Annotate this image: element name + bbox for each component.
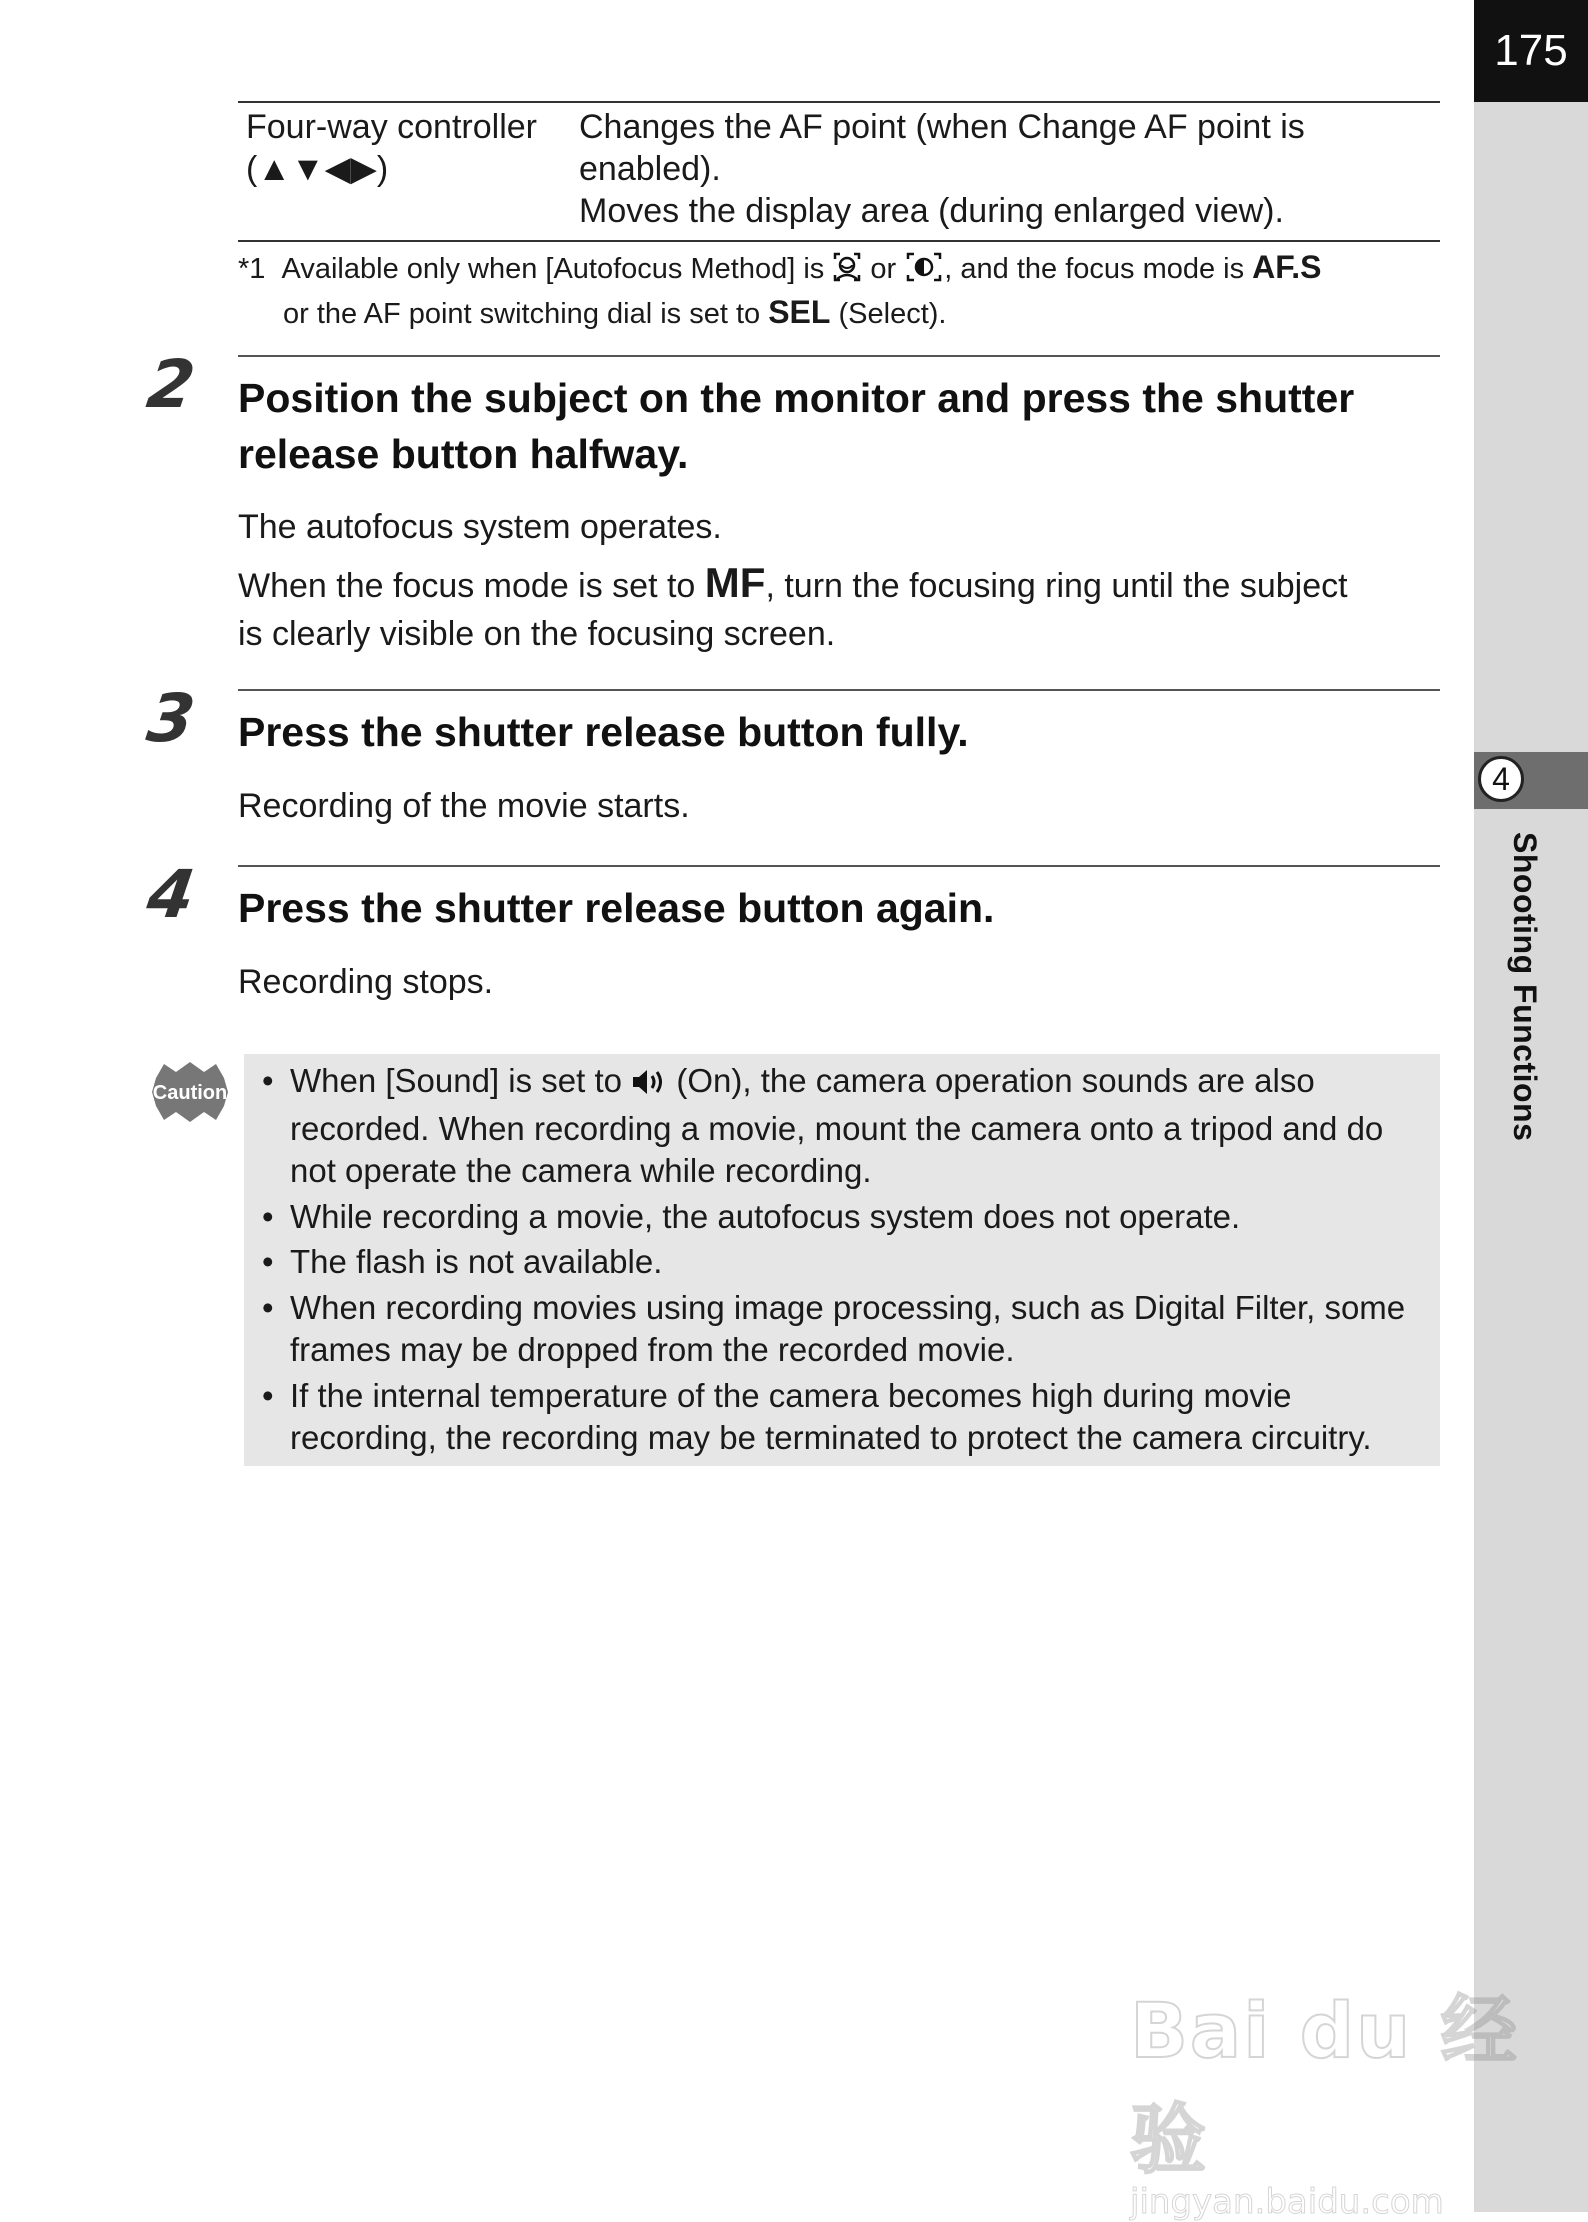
table-top-rule	[238, 101, 1440, 103]
step-heading: Press the shutter release button fully.	[238, 709, 969, 755]
table-description-cell	[579, 106, 1339, 232]
af-mode-glyph: AF.S	[1252, 249, 1322, 285]
caution-text: When [Sound] is set to	[290, 1062, 623, 1099]
caution-line: recorded. When recording a movie, mount the camera onto a tripod and do	[290, 1109, 1384, 1147]
caution-item	[262, 1375, 1432, 1460]
step-body	[238, 503, 1438, 658]
chapter-number: 4	[1478, 756, 1524, 802]
step-heading	[238, 370, 1438, 482]
watermark-logo: Bai du 经验	[1130, 1986, 1519, 2184]
footnote-text: Available only when [Autofocus Method] is	[281, 253, 825, 285]
caution-line: frames may be dropped from the recorded movie.	[290, 1331, 1015, 1368]
caution-line	[290, 1060, 1432, 1108]
caution-label: Caution	[152, 1082, 228, 1104]
footnote-line2	[238, 293, 1438, 333]
caution-line: • When recording movies using image processing, such as Digital Filter, some	[290, 1288, 1406, 1326]
table-control-cell	[246, 106, 537, 190]
step-heading-line: release button halfway.	[238, 431, 689, 477]
mf-glyph: MF	[704, 559, 766, 606]
body-text: , turn the focusing ring until the subject	[765, 567, 1348, 605]
step-number: 4	[142, 856, 200, 933]
baidu-watermark	[1130, 1970, 1588, 2222]
face-detection-icon	[832, 251, 862, 293]
watermark-url: jingyan.baidu.com	[1130, 2182, 1444, 2222]
step-body-line	[238, 559, 1438, 610]
desc-line: enabled).	[579, 150, 721, 188]
step-body: Recording stops.	[238, 963, 494, 1001]
footnote-text: or the AF point switching dial is set to	[283, 298, 761, 330]
step-body-line: is clearly visible on the focusing screen.	[238, 615, 836, 653]
caution-line: not operate the camera while recording.	[290, 1152, 872, 1189]
step-number: 3	[142, 680, 200, 757]
caution-item	[262, 1060, 1432, 1193]
desc-line: Moves the display area (during enlarged view).	[579, 192, 1284, 230]
table-bottom-rule	[238, 240, 1440, 242]
footnote-marker: *1	[238, 253, 266, 285]
caution-icon	[150, 1060, 230, 1129]
footnote	[238, 248, 1438, 333]
step-divider	[238, 355, 1440, 357]
speaker-icon	[631, 1065, 667, 1108]
footnote-text: , and the focus mode is	[944, 253, 1245, 285]
step-body-line: The autofocus system operates.	[238, 508, 722, 546]
caution-list	[262, 1060, 1432, 1463]
step-divider	[238, 689, 1440, 691]
page-number: 175	[1474, 0, 1588, 102]
caution-line: • If the internal temperature of the camera becomes high during movie	[290, 1376, 1292, 1414]
step-body: Recording of the movie starts.	[238, 787, 690, 825]
step-divider	[238, 865, 1440, 867]
control-arrows: (▲▼◀▶)	[246, 150, 389, 188]
step-number: 2	[142, 346, 200, 423]
caution-line: recording, the recording may be terminated to protect the camera circuitry.	[290, 1419, 1372, 1456]
caution-item	[262, 1287, 1432, 1372]
caution-text: (On), the camera operation sounds are also	[676, 1062, 1315, 1099]
caution-item: • While recording a movie, the autofocus system does not operate.	[262, 1196, 1432, 1239]
desc-line: Changes the AF point (when Change AF point is	[579, 108, 1305, 146]
contrast-af-icon	[904, 251, 944, 293]
step-heading: Press the shutter release button again.	[238, 885, 995, 931]
chapter-title: Shooting Functions	[1507, 832, 1543, 1142]
control-name: Four-way controller	[246, 108, 537, 146]
step-heading-line: Position the subject on the monitor and press the shutter	[238, 375, 1355, 421]
body-text: When the focus mode is set to	[238, 567, 696, 605]
footnote-text: (Select).	[838, 298, 947, 330]
sel-glyph: SEL	[768, 294, 831, 330]
caution-item: • The flash is not available.	[262, 1241, 1432, 1284]
footnote-text: or	[870, 253, 897, 285]
